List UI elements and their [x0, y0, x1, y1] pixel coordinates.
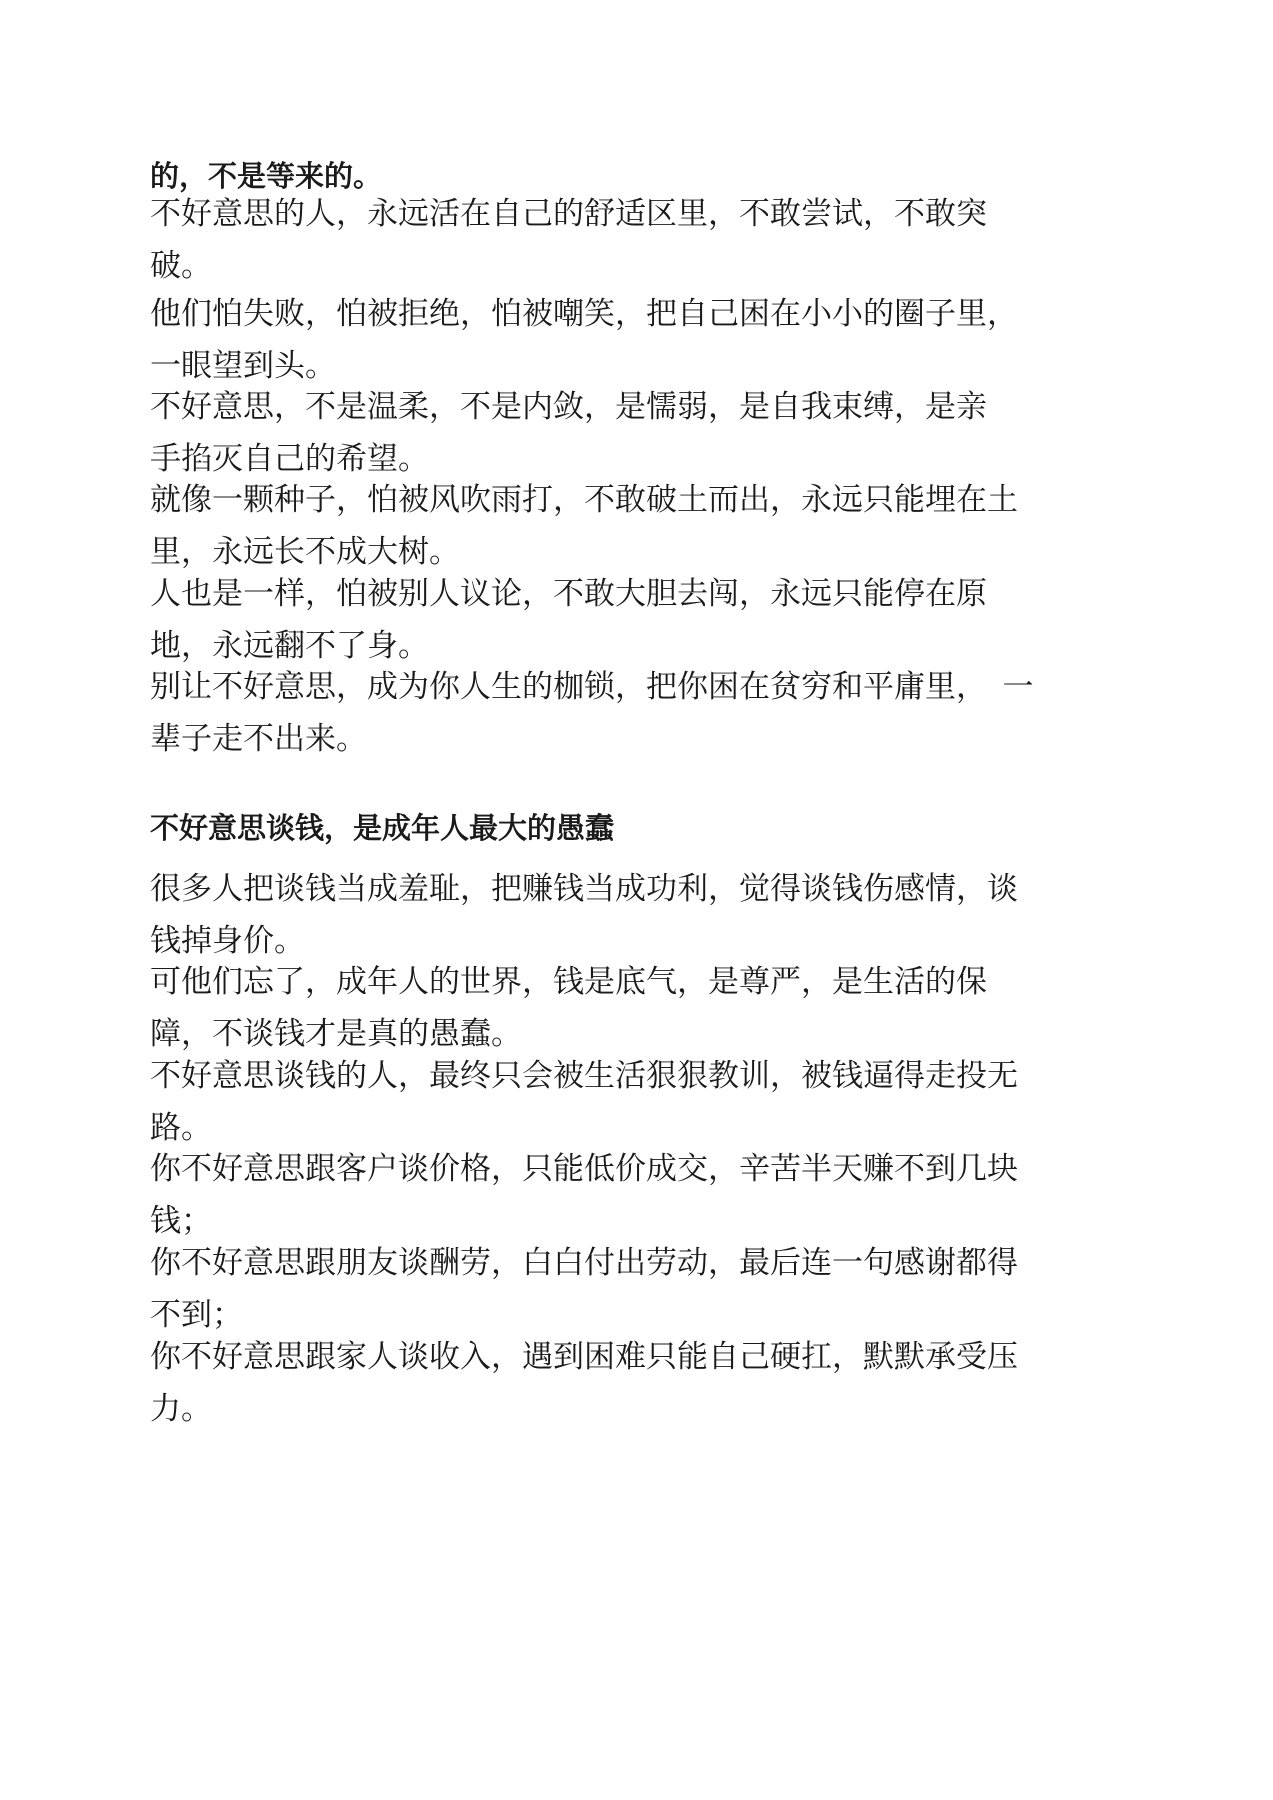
paragraph-line: 他们怕失败，怕被拒绝，怕被嘲笑，把自己困在小小的圈子里，: [150, 296, 1018, 332]
paragraph: [150, 956, 1120, 1060]
paragraph-line: 你不好意思跟朋友谈酬劳，白白付出劳动，最后连一句感谢都得: [150, 1245, 1018, 1281]
paragraph-line: 里，永远长不成大树。: [150, 534, 460, 570]
paragraph-line: 一眼望到头。: [150, 348, 336, 384]
paragraph-line: 手掐灭自己的希望。: [150, 441, 429, 477]
paragraph: [150, 188, 1120, 292]
paragraph: [150, 1331, 1120, 1435]
paragraph: [150, 474, 1120, 578]
paragraph-line: 不好意思的人，永远活在自己的舒适区里，不敢尝试，不敢突: [150, 196, 987, 232]
paragraph-line: 钱；: [150, 1203, 212, 1239]
paragraph-line: 力。: [150, 1391, 212, 1427]
paragraph-line: 破。: [150, 248, 212, 284]
paragraph: [150, 1143, 1120, 1247]
paragraph-line: 钱掉身价。: [150, 923, 305, 959]
paragraph: [150, 1237, 1120, 1341]
paragraph-line: 路。: [150, 1110, 212, 1146]
paragraph-line: 你不好意思跟家人谈收入，遇到困难只能自己硬扛，默默承受压: [150, 1339, 1018, 1375]
paragraph: [150, 381, 1120, 485]
section-heading-tail: 的，不是等来的。: [150, 159, 383, 193]
paragraph-line: 辈子走不出来。: [150, 721, 367, 757]
paragraph-line: 地，永远翻不了身。: [150, 628, 429, 664]
paragraph-line: 别让不好意思，成为你人生的枷锁，把你困在贫穷和平庸里， 一: [150, 669, 1034, 705]
paragraph: [150, 661, 1120, 765]
section-heading: 不好意思谈钱，是成年人最大的愚蠢: [150, 811, 615, 845]
paragraph-line: 障，不谈钱才是真的愚蠢。: [150, 1016, 522, 1052]
paragraph: [150, 288, 1120, 392]
paragraph-line: 不好意思，不是温柔，不是内敛，是懦弱，是自我束缚，是亲: [150, 389, 987, 425]
paragraph: [150, 1050, 1120, 1154]
paragraph-line: 人也是一样，怕被别人议论，不敢大胆去闯，永远只能停在原: [150, 576, 987, 612]
paragraph-line: 不到；: [150, 1297, 243, 1333]
paragraph-line: 你不好意思跟客户谈价格，只能低价成交，辛苦半天赚不到几块: [150, 1151, 1018, 1187]
paragraph-line: 很多人把谈钱当成羞耻，把赚钱当成功利，觉得谈钱伤感情，谈: [150, 871, 1018, 907]
paragraph: [150, 568, 1120, 672]
paragraph-line: 不好意思谈钱的人，最终只会被生活狠狠教训，被钱逼得走投无: [150, 1058, 1018, 1094]
paragraph-line: 就像一颗种子，怕被风吹雨打，不敢破土而出，永远只能埋在土: [150, 482, 1018, 518]
paragraph: [150, 863, 1120, 967]
paragraph-line: 可他们忘了，成年人的世界，钱是底气，是尊严，是生活的保: [150, 964, 987, 1000]
